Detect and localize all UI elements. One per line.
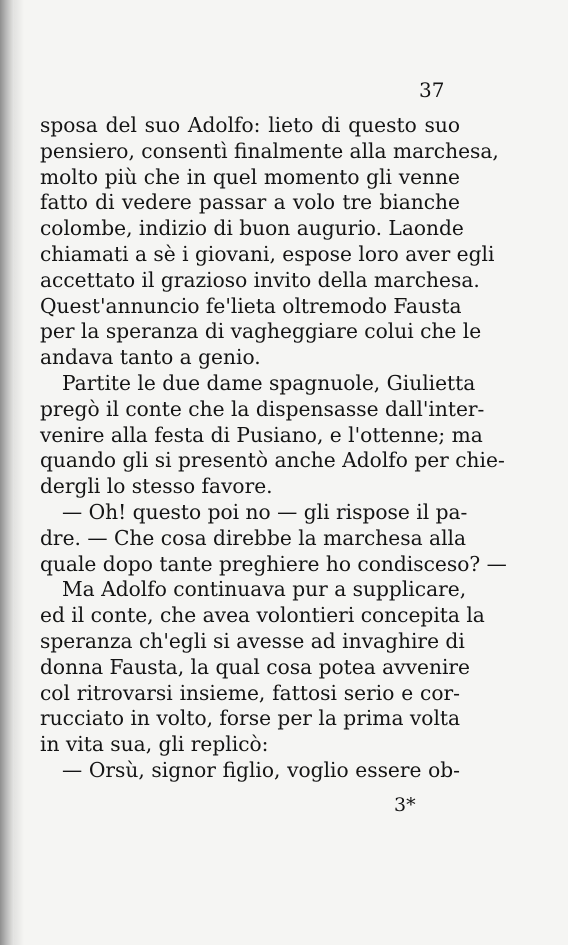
text-line: donna Fausta, la qual cosa potea avvenire xyxy=(40,654,470,679)
text-body xyxy=(40,113,507,784)
text-line: ed il conte, che avea volontieri concepita la xyxy=(40,603,485,628)
page-number: 37 xyxy=(419,78,445,102)
text-line: in vita sua, gli replicò: xyxy=(40,732,269,757)
text-line: andava tanto a genio. xyxy=(40,345,261,370)
text-line: — Orsù, signor figlio, voglio essere ob- xyxy=(62,757,460,782)
text-line: Quest'annuncio fe'lieta oltremodo Fausta xyxy=(40,293,462,318)
text-line: rucciato in volto, forse per la prima volta xyxy=(40,706,461,731)
text-line: colombe, indizio di buon augurio. Laonde xyxy=(40,216,464,241)
text-line: dre. — Che cosa direbbe la marchesa alla xyxy=(40,525,467,550)
text-line: quale dopo tante preghiere ho condisceso? — xyxy=(40,551,507,576)
text-line: Ma Adolfo continuava pur a supplicare, xyxy=(62,577,467,602)
text-line: pregò il conte che la dispensasse dall'inter- xyxy=(40,396,485,421)
text-line: fatto di vedere passar a volo tre bianche xyxy=(40,190,460,215)
page-gutter xyxy=(0,0,14,945)
signature-mark: 3* xyxy=(394,794,416,816)
text-line: pensiero, consentì finalmente alla marchesa, xyxy=(40,138,499,163)
text-line: chiamati a sè i giovani, espose loro aver egli xyxy=(40,241,495,266)
text-line: per la speranza di vagheggiare colui che le xyxy=(40,319,482,344)
text-line: dergli lo stesso favore. xyxy=(40,474,273,499)
text-line: molto più che in quel momento gli venne xyxy=(40,164,460,189)
text-line: Partite le due dame spagnuole, Giulietta xyxy=(62,370,476,395)
text-line: venire alla festa di Pusiano, e l'ottenne; ma xyxy=(40,422,483,447)
text-line: quando gli si presentò anche Adolfo per chie- xyxy=(40,448,505,473)
text-line: sposa del suo Adolfo: lieto di questo suo xyxy=(40,113,460,137)
text-line: speranza ch'egli si avesse ad invaghire di xyxy=(40,628,465,653)
text-line: col ritrovarsi insieme, fattosi serio e cor- xyxy=(40,680,460,705)
text-line: accettato il grazioso invito della marchesa. xyxy=(40,267,480,292)
text-line: — Oh! questo poi no — gli rispose il pa- xyxy=(62,499,468,524)
gutter-shadow xyxy=(14,0,24,945)
